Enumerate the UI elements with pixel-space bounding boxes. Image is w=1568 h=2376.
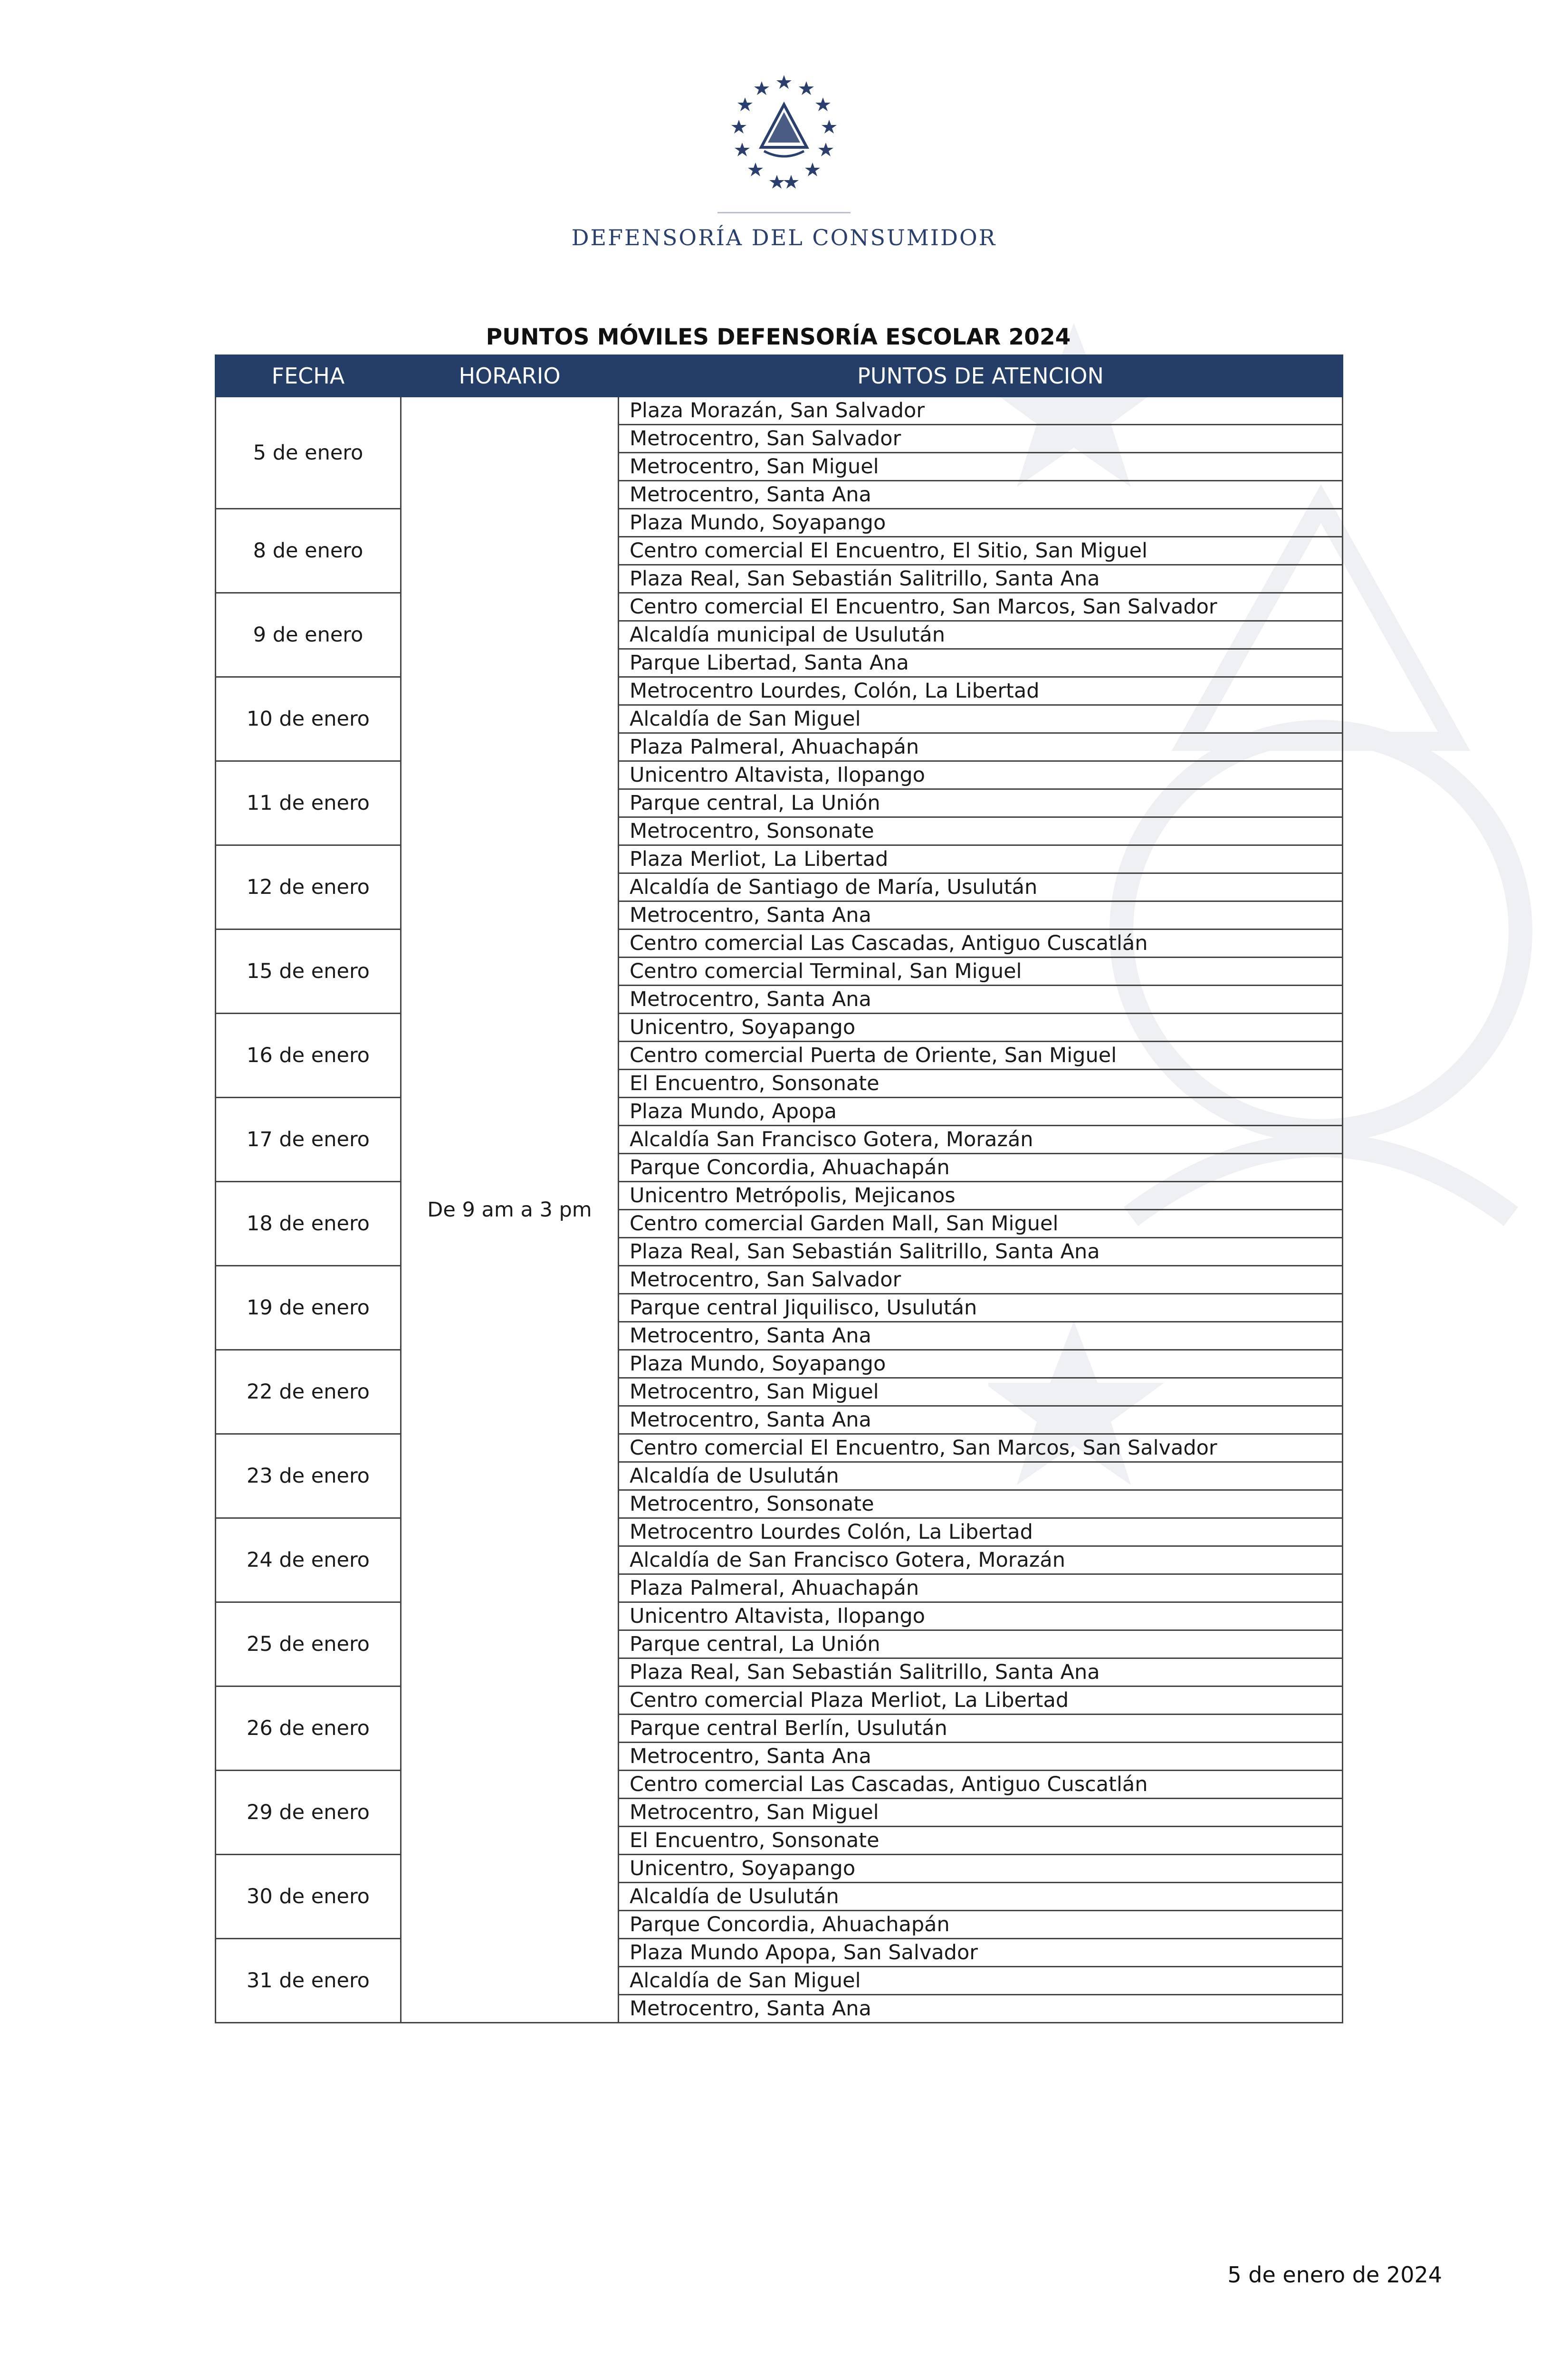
service-point-cell: Metrocentro, Santa Ana (619, 481, 1343, 509)
table-row (216, 1518, 1343, 1546)
hours-cell: De 9 am a 3 pm (401, 397, 619, 2023)
service-point-cell: Metrocentro, Santa Ana (619, 1995, 1343, 2023)
table-row (216, 761, 1343, 789)
document-title: PUNTOS MÓVILES DEFENSORÍA ESCOLAR 2024 (486, 324, 1071, 350)
date-cell: 26 de enero (216, 1686, 401, 1771)
service-point-cell: Alcaldía San Francisco Gotera, Morazán (619, 1126, 1343, 1154)
service-point-cell: Metrocentro, Santa Ana (619, 1322, 1343, 1350)
table-header-row (216, 355, 1343, 397)
service-point-cell: Centro comercial El Encuentro, San Marcos, San Salvador (619, 1434, 1343, 1462)
date-cell: 12 de enero (216, 845, 401, 929)
service-point-cell: Metrocentro, San Salvador (619, 1266, 1343, 1294)
service-point-cell: Unicentro, Soyapango (619, 1855, 1343, 1883)
service-point-cell: El Encuentro, Sonsonate (619, 1827, 1343, 1855)
service-point-cell: Metrocentro, San Miguel (619, 453, 1343, 481)
coat-of-arms-icon (722, 71, 846, 195)
service-point-cell: Parque central Berlín, Usulután (619, 1715, 1343, 1743)
table-row (216, 1602, 1343, 1630)
service-point-cell: Alcaldía de San Francisco Gotera, Morazán (619, 1546, 1343, 1574)
service-point-cell: Plaza Mundo, Soyapango (619, 509, 1343, 537)
service-point-cell: Centro comercial Terminal, San Miguel (619, 958, 1343, 986)
table-row (216, 1098, 1343, 1126)
service-point-cell: Plaza Real, San Sebastián Salitrillo, Santa Ana (619, 1238, 1343, 1266)
service-point-cell: Alcaldía municipal de Usulután (619, 621, 1343, 649)
column-header-horario: HORARIO (401, 355, 619, 397)
service-point-cell: Unicentro, Soyapango (619, 1014, 1343, 1042)
service-point-cell: Parque central, La Unión (619, 1630, 1343, 1658)
service-point-cell: Plaza Mundo, Apopa (619, 1098, 1343, 1126)
service-point-cell: Alcaldía de San Miguel (619, 1967, 1343, 1995)
date-cell: 25 de enero (216, 1602, 401, 1686)
service-point-cell: Centro comercial Garden Mall, San Miguel (619, 1210, 1343, 1238)
service-point-cell: Plaza Mundo, Soyapango (619, 1350, 1343, 1378)
date-cell: 19 de enero (216, 1266, 401, 1350)
table-row (216, 1855, 1343, 1883)
schedule-table (215, 354, 1343, 2023)
service-point-cell: Centro comercial Plaza Merliot, La Libertad (619, 1686, 1343, 1715)
service-point-cell: Parque Concordia, Ahuachapán (619, 1154, 1343, 1182)
service-point-cell: El Encuentro, Sonsonate (619, 1070, 1343, 1098)
date-cell: 24 de enero (216, 1518, 401, 1602)
table-row (216, 929, 1343, 958)
service-point-cell: Plaza Mundo Apopa, San Salvador (619, 1939, 1343, 1967)
date-cell: 8 de enero (216, 509, 401, 593)
service-point-cell: Centro comercial Las Cascadas, Antiguo Cuscatlán (619, 929, 1343, 958)
service-point-cell: Centro comercial El Encuentro, El Sitio, San Miguel (619, 537, 1343, 565)
service-point-cell: Metrocentro, Sonsonate (619, 1490, 1343, 1518)
service-point-cell: Metrocentro, San Miguel (619, 1378, 1343, 1406)
service-point-cell: Plaza Palmeral, Ahuachapán (619, 1574, 1343, 1602)
table-row (216, 1771, 1343, 1799)
date-cell: 30 de enero (216, 1855, 401, 1939)
service-point-cell: Metrocentro Lourdes Colón, La Libertad (619, 1518, 1343, 1546)
date-cell: 9 de enero (216, 593, 401, 677)
service-point-cell: Alcaldía de San Miguel (619, 705, 1343, 733)
service-point-cell: Alcaldía de Usulután (619, 1462, 1343, 1490)
service-point-cell: Metrocentro, Santa Ana (619, 901, 1343, 929)
table-row (216, 1686, 1343, 1715)
table-row (216, 1014, 1343, 1042)
table-row (216, 1350, 1343, 1378)
date-cell: 16 de enero (216, 1014, 401, 1098)
header-divider (717, 212, 851, 213)
date-cell: 29 de enero (216, 1771, 401, 1855)
service-point-cell: Plaza Morazán, San Salvador (619, 397, 1343, 425)
date-cell: 18 de enero (216, 1182, 401, 1266)
service-point-cell: Parque central, La Unión (619, 789, 1343, 817)
table-row (216, 1939, 1343, 1967)
table-row (216, 845, 1343, 873)
table-row (216, 593, 1343, 621)
date-cell: 5 de enero (216, 397, 401, 509)
service-point-cell: Plaza Palmeral, Ahuachapán (619, 733, 1343, 761)
schedule-body (216, 397, 1343, 2023)
date-cell: 15 de enero (216, 929, 401, 1014)
service-point-cell: Parque central Jiquilisco, Usulután (619, 1294, 1343, 1322)
service-point-cell: Metrocentro, Santa Ana (619, 1743, 1343, 1771)
service-point-cell: Metrocentro, San Miguel (619, 1799, 1343, 1827)
service-point-cell: Plaza Merliot, La Libertad (619, 845, 1343, 873)
service-point-cell: Metrocentro, Santa Ana (619, 986, 1343, 1014)
service-point-cell: Unicentro Metrópolis, Mejicanos (619, 1182, 1343, 1210)
table-row (216, 1182, 1343, 1210)
service-point-cell: Alcaldía de Santiago de María, Usulután (619, 873, 1343, 901)
table-row (216, 1434, 1343, 1462)
service-point-cell: Plaza Real, San Sebastián Salitrillo, Santa Ana (619, 565, 1343, 593)
date-cell: 22 de enero (216, 1350, 401, 1434)
column-header-puntos: PUNTOS DE ATENCION (619, 355, 1343, 397)
date-cell: 10 de enero (216, 677, 401, 761)
document-header (0, 71, 1568, 250)
footer-date: 5 de enero de 2024 (1227, 2262, 1442, 2288)
service-point-cell: Centro comercial Las Cascadas, Antiguo Cuscatlán (619, 1771, 1343, 1799)
service-point-cell: Metrocentro, Santa Ana (619, 1406, 1343, 1434)
table-row (216, 1266, 1343, 1294)
date-cell: 23 de enero (216, 1434, 401, 1518)
service-point-cell: Parque Libertad, Santa Ana (619, 649, 1343, 677)
service-point-cell: Unicentro Altavista, Ilopango (619, 1602, 1343, 1630)
service-point-cell: Metrocentro Lourdes, Colón, La Libertad (619, 677, 1343, 705)
service-point-cell: Unicentro Altavista, Ilopango (619, 761, 1343, 789)
service-point-cell: Centro comercial El Encuentro, San Marcos, San Salvador (619, 593, 1343, 621)
column-header-fecha: FECHA (216, 355, 401, 397)
table-row (216, 509, 1343, 537)
service-point-cell: Parque Concordia, Ahuachapán (619, 1911, 1343, 1939)
service-point-cell: Metrocentro, San Salvador (619, 425, 1343, 453)
table-row (216, 677, 1343, 705)
date-cell: 17 de enero (216, 1098, 401, 1182)
service-point-cell: Metrocentro, Sonsonate (619, 817, 1343, 845)
table-row (216, 397, 1343, 425)
service-point-cell: Alcaldía de Usulután (619, 1883, 1343, 1911)
date-cell: 11 de enero (216, 761, 401, 845)
organization-name: DEFENSORÍA DEL CONSUMIDOR (571, 225, 997, 250)
service-point-cell: Centro comercial Puerta de Oriente, San Miguel (619, 1042, 1343, 1070)
date-cell: 31 de enero (216, 1939, 401, 2023)
service-point-cell: Plaza Real, San Sebastián Salitrillo, Santa Ana (619, 1658, 1343, 1686)
